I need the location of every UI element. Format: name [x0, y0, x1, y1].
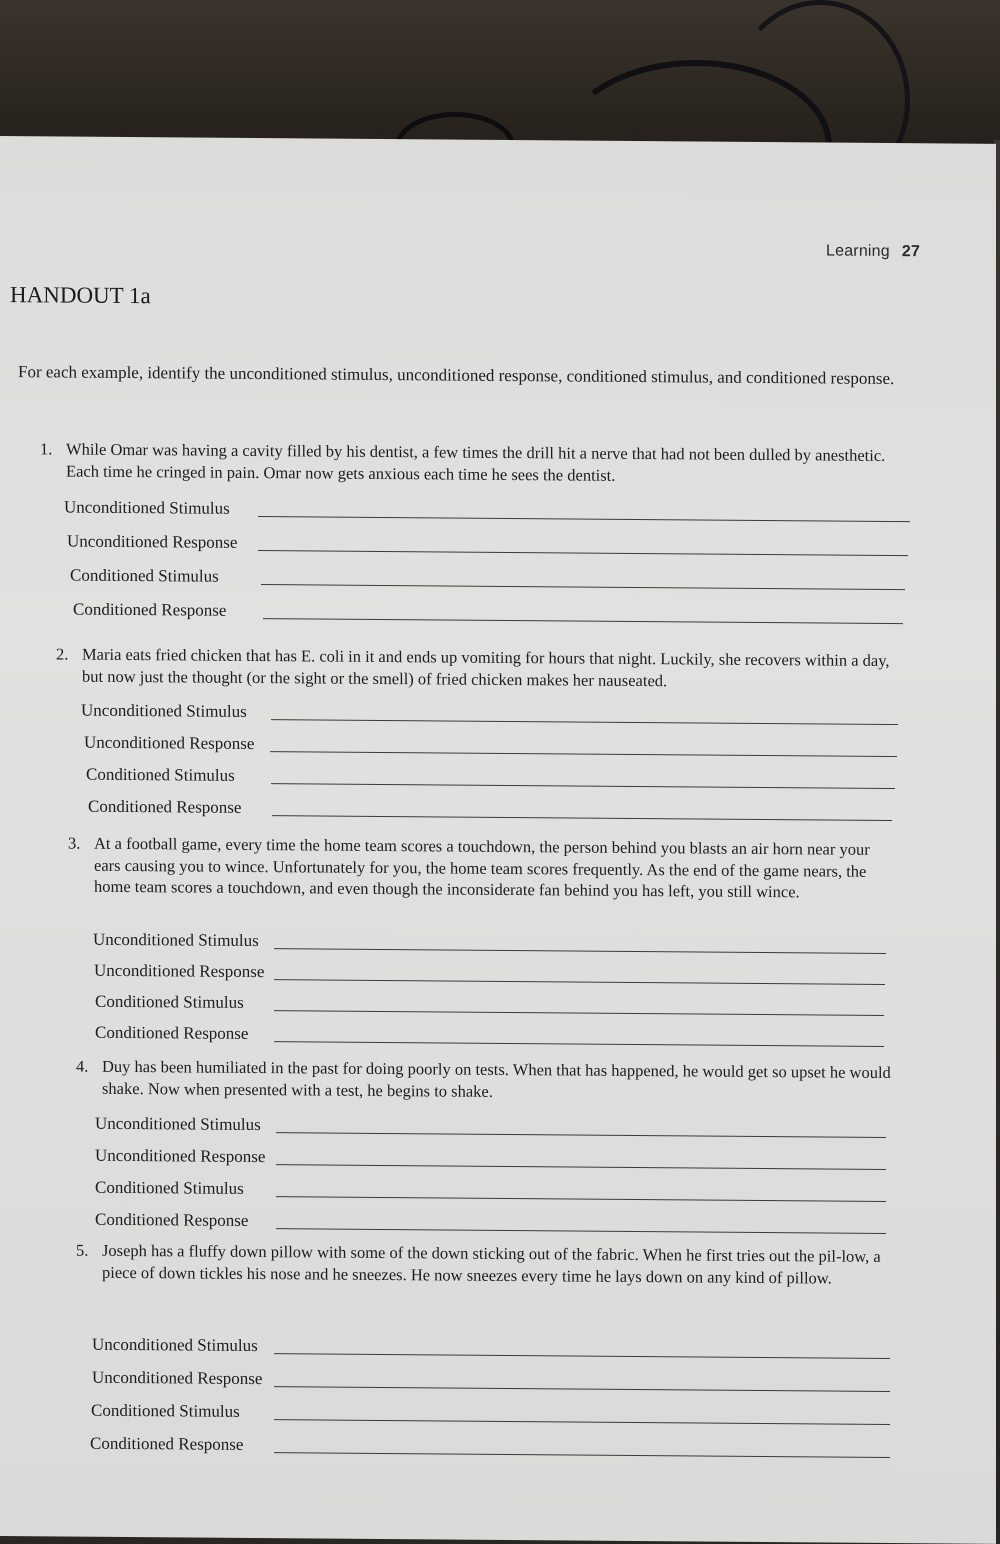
answer-line[interactable]	[263, 618, 903, 624]
answer-line[interactable]	[272, 815, 892, 821]
answer-label: Conditioned Stimulus	[95, 1177, 244, 1198]
answer-line[interactable]	[274, 1041, 884, 1047]
question-body: Maria eats fried chicken that has E. coli in it and ends up vomiting for hours that night. Luckily, she recovers within a day, but now just the thought (or the sight or the smell) of fried chicken makes her nauseated.	[82, 644, 890, 690]
page-number: 27	[901, 243, 921, 261]
answer-label: Unconditioned Response	[92, 1367, 263, 1389]
answer-line[interactable]	[274, 948, 886, 954]
question-number: 4.	[76, 1056, 89, 1076]
question-5	[76, 1240, 892, 1454]
answer-label: Conditioned Response	[88, 796, 242, 817]
answer-line[interactable]	[258, 550, 908, 556]
question-text	[76, 1056, 892, 1105]
answer-line[interactable]	[271, 719, 898, 725]
worksheet-page	[0, 136, 996, 1544]
question-text	[68, 833, 894, 904]
question-body: While Omar was having a cavity filled by his dentist, a few times the drill hit a nerve that had not been dulled by anesthetic. Each time he cringed in pain. Omar now gets anxious each time he sees the dentist.	[66, 439, 886, 485]
answer-line[interactable]	[276, 1196, 886, 1202]
answer-line[interactable]	[274, 979, 885, 985]
answer-label: Unconditioned Stimulus	[81, 700, 247, 721]
answer-label: Conditioned Stimulus	[70, 565, 219, 586]
answer-line[interactable]	[276, 1164, 886, 1170]
answer-line[interactable]	[274, 1419, 890, 1425]
answer-label: Unconditioned Stimulus	[93, 929, 259, 951]
answer-label: Conditioned Response	[95, 1209, 249, 1230]
answer-line[interactable]	[274, 1452, 890, 1458]
answer-label: Unconditioned Stimulus	[95, 1113, 261, 1135]
answer-line[interactable]	[261, 584, 905, 590]
question-text	[40, 438, 914, 488]
answer-label: Conditioned Response	[95, 1022, 249, 1043]
question-number: 2.	[56, 644, 69, 664]
answer-line[interactable]	[276, 1132, 886, 1138]
answer-label: Unconditioned Response	[94, 960, 265, 982]
answer-line[interactable]	[276, 1228, 886, 1234]
answer-label: Conditioned Response	[73, 599, 227, 620]
question-body: Duy has been humiliated in the past for doing poorly on tests. When that has happened, he would get so upset he would shake. Now when presented with a test, he begins to shake.	[102, 1056, 891, 1101]
question-4	[76, 1056, 892, 1230]
answer-label: Unconditioned Stimulus	[64, 497, 230, 518]
running-head	[826, 242, 920, 261]
question-body: At a football game, every time the home team scores a touchdown, the person behind you blasts an air horn near your ears causing you to wince. Unfortunately for you, the home team scores frequently. As the end of the game nears, the home team scores a touchdown, and even though the inconsiderate fan behind you has left, you still wince.	[94, 833, 870, 902]
question-text	[76, 1240, 892, 1289]
question-body: Joseph has a fluffy down pillow with some of the down sticking out of the fabric. When he first tries out the pil-low, a piece of down tickles his nose and he sneezes. He now sneezes every time he lays down on any kind of pillow.	[102, 1240, 881, 1288]
answer-line[interactable]	[271, 783, 895, 789]
question-2	[56, 643, 900, 817]
question-1	[40, 438, 914, 620]
answer-line[interactable]	[274, 1353, 890, 1359]
answer-label: Unconditioned Stimulus	[92, 1334, 258, 1356]
handout-title: HANDOUT 1a	[10, 282, 151, 309]
answer-label: Unconditioned Response	[95, 1145, 266, 1167]
answer-label: Conditioned Stimulus	[86, 764, 235, 785]
answer-line[interactable]	[258, 516, 910, 522]
question-text	[56, 643, 900, 693]
answer-label: Conditioned Stimulus	[91, 1400, 240, 1421]
answer-label: Conditioned Response	[90, 1433, 244, 1454]
answer-label: Unconditioned Response	[84, 732, 255, 753]
question-number: 3.	[68, 833, 81, 853]
running-head-title: Learning	[826, 242, 890, 260]
instructions: For each example, identify the unconditioned stimulus, unconditioned response, conditioned stimulus, and conditioned response.	[18, 362, 895, 389]
question-3	[68, 833, 894, 1043]
question-number: 1.	[40, 439, 53, 459]
question-number: 5.	[76, 1240, 89, 1260]
answer-line[interactable]	[274, 1386, 890, 1392]
answer-line[interactable]	[274, 1010, 884, 1016]
answer-label: Unconditioned Response	[67, 531, 238, 552]
answer-line[interactable]	[270, 751, 897, 757]
answer-label: Conditioned Stimulus	[95, 991, 244, 1012]
